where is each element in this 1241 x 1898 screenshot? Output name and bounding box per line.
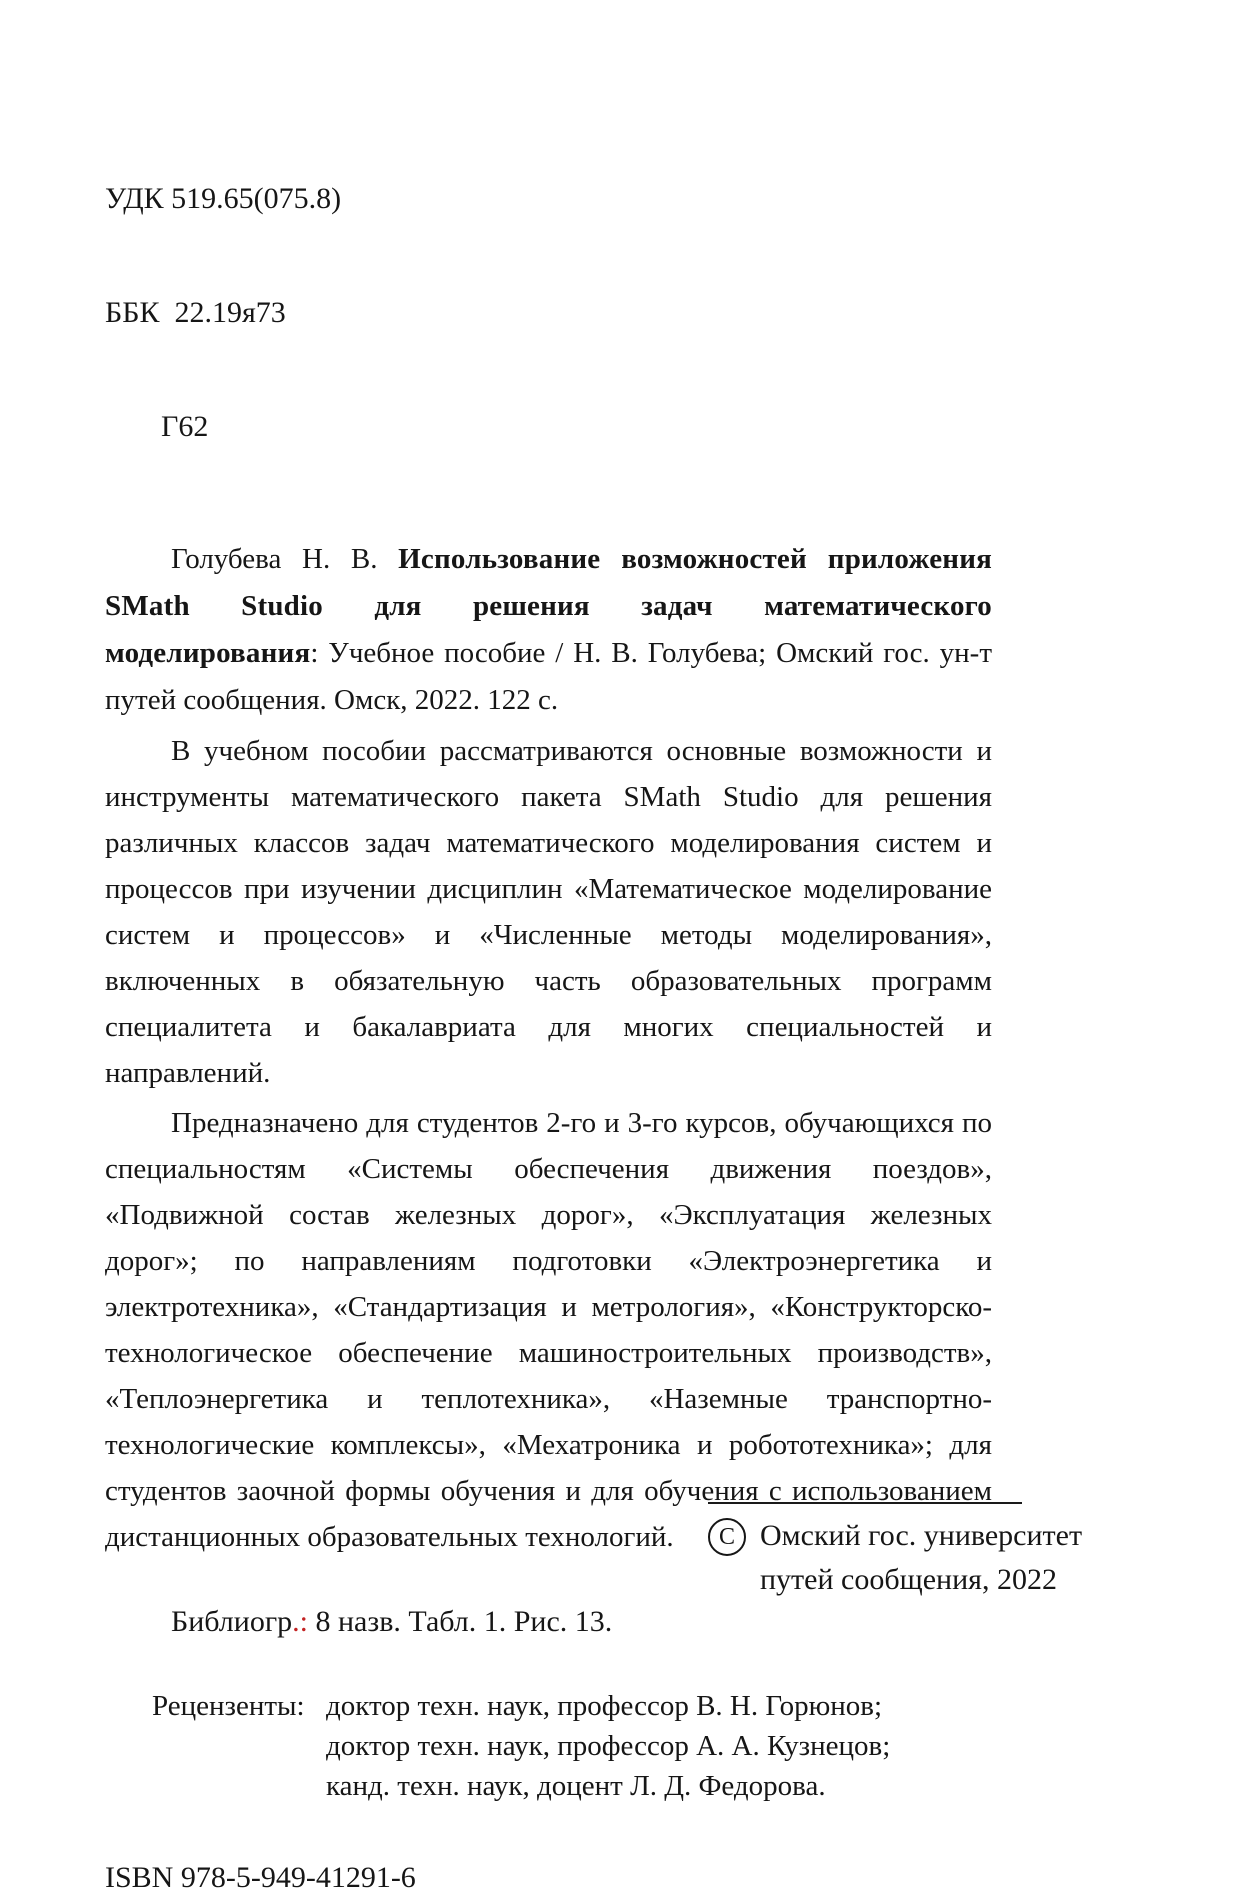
copyright-year: путей сообщения, 2022 <box>760 1563 1057 1596</box>
annotation-paragraph-1: В учебном пособии рассматриваются основные возможности и инструменты математического пакета SMath Studio для решения различных классов задач математического моделирования систем и процессов при изучении дисциплин «Математическое моделирование систем и процессов» и «Численные методы моделирования», включенных в обязательную часть образовательных программ специалитета и бакалавриата для многих специальностей и направлений. <box>105 735 992 1089</box>
reviewer-item: доктор техн. наук, профессор В. Н. Горюнов; <box>326 1690 883 1722</box>
reviewers-block <box>152 1686 992 1806</box>
reviewers-list <box>304 1686 992 1806</box>
copyright-block <box>708 1502 1083 1602</box>
citation-author: Голубева Н. В. <box>171 543 399 575</box>
bibliography-punctuation: .: <box>292 1605 308 1638</box>
citation-details: : Учебное пособие / Н. В. Голубева; Омский гос. ун-т путей сообщения. Омск, 2022. 122 с. <box>105 637 992 716</box>
copyright-divider <box>708 1502 1022 1504</box>
bibliographic-citation <box>105 536 992 724</box>
bibliography-label: Библиогр <box>171 1605 293 1638</box>
author-sign-code: Г62 <box>161 410 209 443</box>
reviewer-item: доктор техн. наук, профессор А. А. Кузнецов; <box>326 1730 891 1762</box>
bibliography-stats: 8 назв. Табл. 1. Рис. 13. <box>307 1605 613 1638</box>
page-content <box>105 104 992 1898</box>
copyright-text <box>746 1514 1082 1602</box>
citation-title: Использование возможностей приложения SMath Studio для решения задач математического моделирования <box>105 543 993 669</box>
reviewer-item: канд. техн. наук, доцент Л. Д. Федорова. <box>326 1770 826 1802</box>
annotation-paragraph-2: Предназначено для студентов 2-го и 3-го курсов, обучающихся по специальностям «Системы обеспечения движения поездов», «Подвижной состав железных дорог», «Эксплуатация железных дорог»; по направлениям подготовки «Электроэнергетика и электротехника», «Стандартизация и метрология», «Конструкторско-технологическое обеспечение машиностроительных производств», «Теплоэнергетика и теплотехника», «Наземные транспортно-технологические комплексы», «Мехатроника и робототехника»; для студентов заочной формы обучения и для обучения с использованием дистанционных образовательных технологий. <box>105 1107 992 1553</box>
copyright-symbol-icon: С <box>708 1518 746 1556</box>
bbk-code: ББК 22.19я73 <box>105 296 286 329</box>
bibliography-note <box>105 1602 992 1642</box>
copyright-holder: Омский гос. университет <box>760 1519 1083 1552</box>
udk-code: УДК 519.65(075.8) <box>105 182 342 215</box>
copyright-row <box>708 1514 1083 1602</box>
isbn-number: ISBN 978-5-949-41291-6 <box>105 1861 416 1894</box>
classification-codes <box>105 104 992 522</box>
reviewers-label: Рецензенты: <box>152 1690 305 1722</box>
